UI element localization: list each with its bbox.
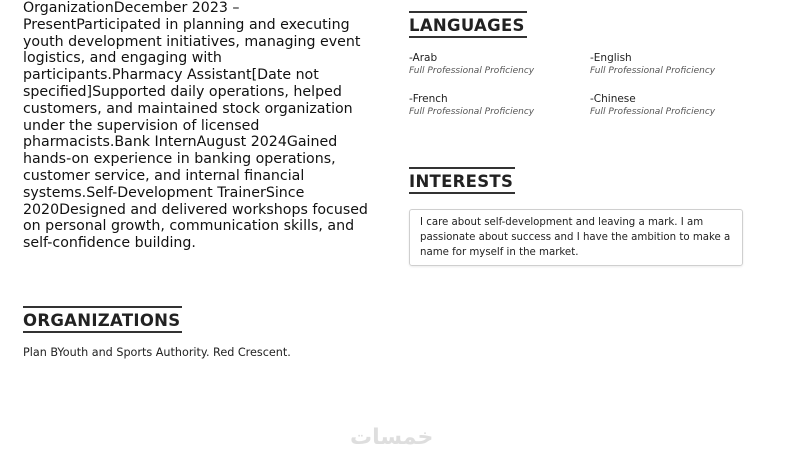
languages-heading-rule-top	[409, 11, 527, 13]
language-item-chinese	[590, 93, 739, 118]
languages-heading-label: LANGUAGES	[409, 16, 525, 35]
language-name: -English	[590, 52, 632, 64]
interests-text-box: I care about self-development and leaving a mark. I am passionate about success and I have the ambition to make a name for myself in the market.	[409, 209, 743, 266]
interests-heading	[409, 170, 515, 194]
language-item-french	[409, 93, 590, 118]
organizations-heading-label: ORGANIZATIONS	[23, 311, 181, 330]
organizations-heading	[23, 309, 182, 333]
language-level: Full Professional Proficiency	[409, 66, 535, 76]
languages-list	[409, 52, 739, 118]
language-level: Full Professional Proficiency	[590, 66, 716, 76]
language-item-arab	[409, 52, 590, 77]
interests-heading-rule-top	[409, 167, 515, 169]
language-name: -Arab	[409, 52, 438, 64]
language-name: -French	[409, 93, 448, 105]
interests-heading-rule-bottom	[409, 192, 515, 194]
languages-heading-rule-bottom	[409, 36, 527, 38]
interests-heading-label: INTERESTS	[409, 172, 514, 191]
watermark-logo: خمسات	[350, 425, 434, 450]
organizations-heading-rule-bottom	[23, 331, 182, 333]
experience-description: OrganizationDecember 2023 – PresentParticipated in planning and executing youth development initiatives, managing event logistics, and engaging with participants.Pharmacy Assistant[Date not specified]Supported daily operations, helped customers, and maintained stock organization under the supervision of licensed pharmacists.Bank InternAugust 2024Gained hands-on experience in banking operations, customer service, and internal financial systems.Self-Development TrainerSince 2020Designed and delivered workshops focused on personal growth, communication skills, and self-confidence building.	[23, 0, 368, 252]
language-item-english	[590, 52, 739, 77]
language-level: Full Professional Proficiency	[590, 107, 716, 117]
organizations-heading-rule-top	[23, 306, 182, 308]
languages-heading	[409, 14, 527, 38]
organizations-description: Plan BYouth and Sports Authority. Red Crescent.	[23, 346, 291, 359]
language-level: Full Professional Proficiency	[409, 107, 535, 117]
language-name: -Chinese	[590, 93, 636, 105]
